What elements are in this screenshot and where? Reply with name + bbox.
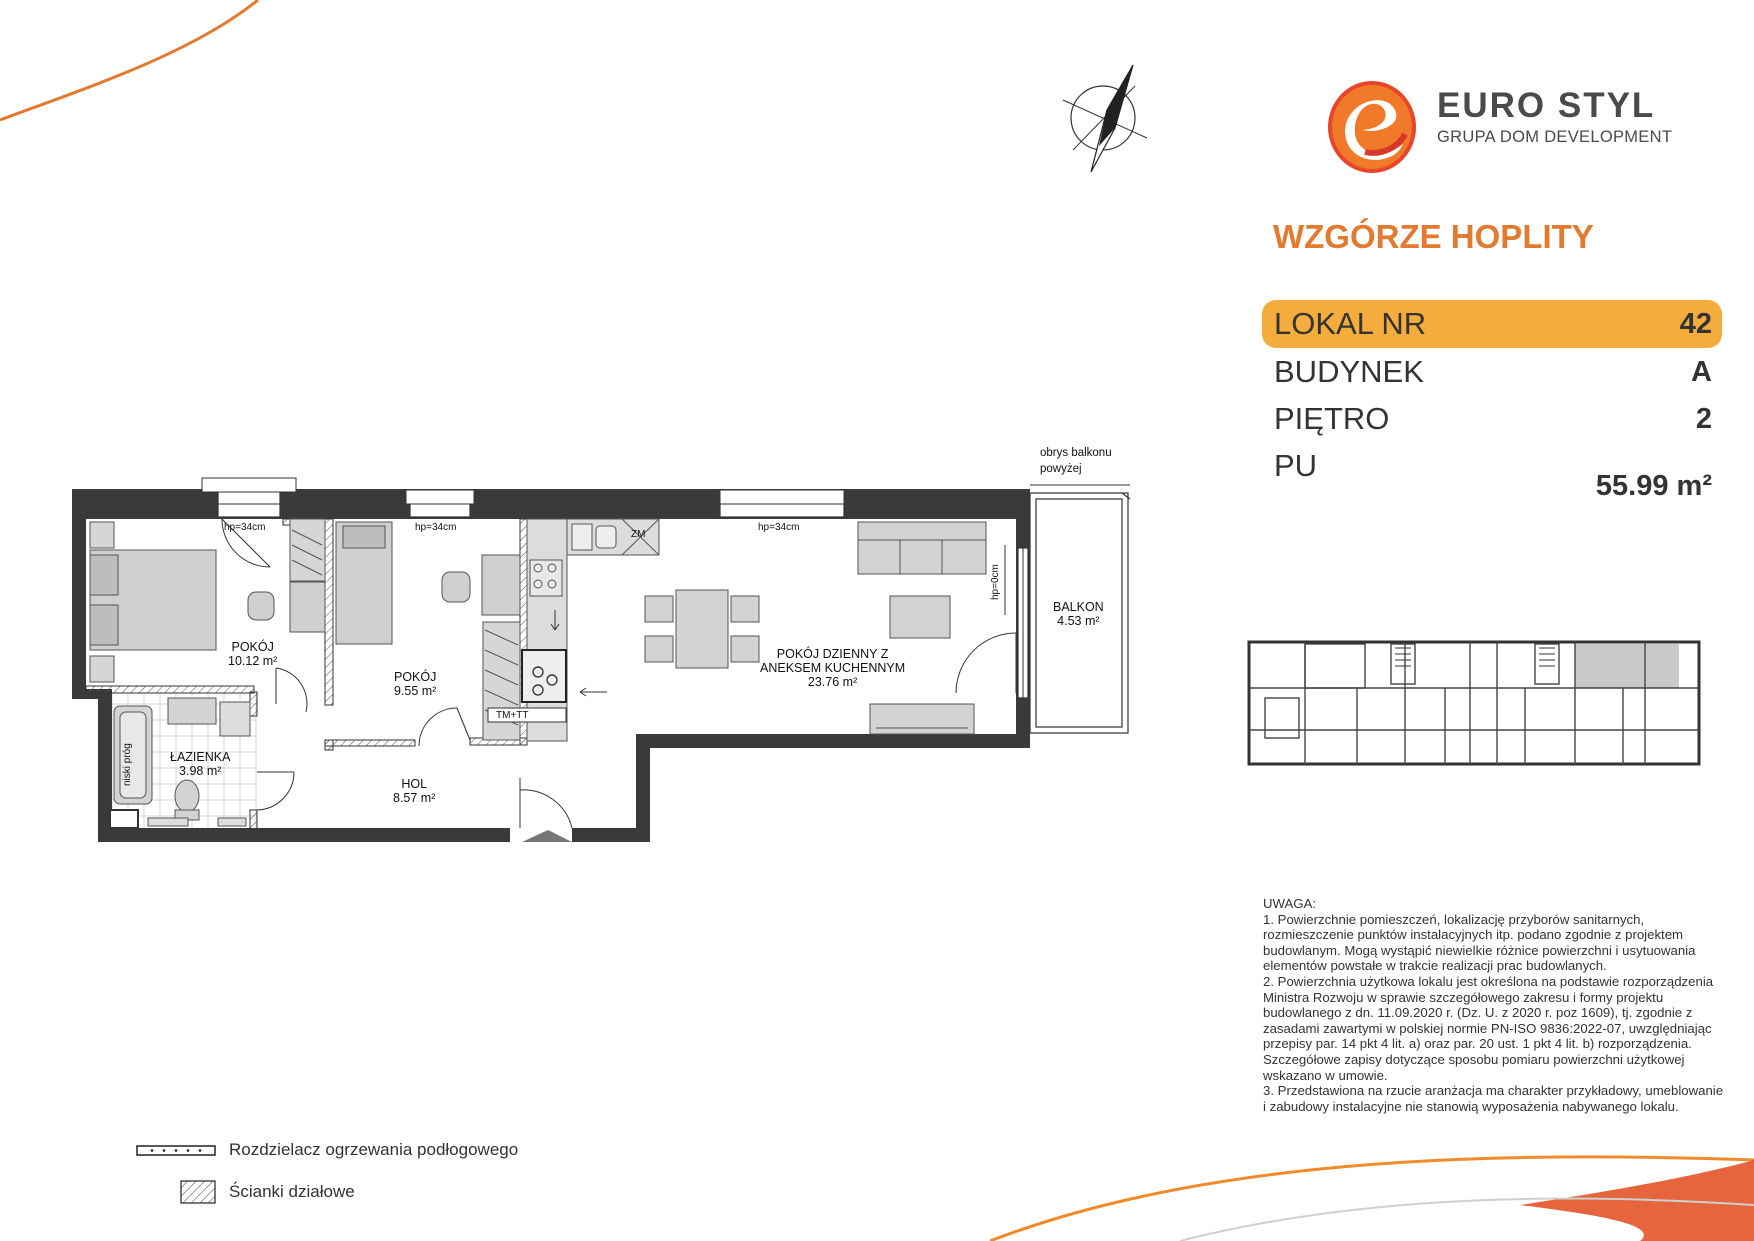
heating-manifold-icon bbox=[136, 1143, 216, 1159]
euro-styl-logo-icon bbox=[1325, 72, 1425, 182]
bath-manifold bbox=[110, 810, 138, 828]
notes-title: UWAGA: bbox=[1263, 896, 1316, 911]
room-bedroom-2-name: POKÓJ bbox=[394, 670, 437, 684]
dining-set bbox=[645, 590, 759, 668]
nightstand bbox=[90, 656, 114, 682]
nightstand bbox=[90, 522, 114, 548]
room-living bbox=[760, 647, 905, 689]
hatch-icon bbox=[180, 1180, 216, 1204]
coffee-table bbox=[890, 596, 950, 638]
room-hall bbox=[393, 777, 435, 805]
room-bedroom-1-name: POKÓJ bbox=[231, 640, 274, 654]
key-plan-unit-highlight bbox=[1575, 644, 1679, 688]
floor-label: PIĘTRO bbox=[1274, 401, 1390, 436]
toilet bbox=[175, 780, 199, 820]
legend-partition-label: Ścianki działowe bbox=[229, 1182, 355, 1201]
room-bedroom-2-area: 9.55 m² bbox=[394, 684, 437, 698]
room-bedroom-1 bbox=[228, 640, 277, 668]
balcony-above-note-2: powyżej bbox=[1040, 463, 1082, 475]
unit-number-row bbox=[1262, 300, 1722, 348]
room-living-name-2: ANEKSEM KUCHENNYM bbox=[760, 661, 906, 675]
legend-heating-label: Rozdzielacz ogrzewania podłogowego bbox=[229, 1140, 519, 1159]
floor-key-plan bbox=[1245, 638, 1705, 773]
tv-cabinet bbox=[870, 704, 974, 734]
washbasin bbox=[168, 698, 216, 724]
room-hall-area: 8.57 m² bbox=[393, 791, 436, 805]
room-balcony bbox=[1053, 600, 1104, 628]
floor-value: 2 bbox=[1695, 403, 1712, 435]
area-label: PU bbox=[1274, 448, 1318, 483]
telecom-label: TM+TT bbox=[496, 710, 529, 721]
note-1: 1. Powierzchnie pomieszczeń, lokalizację przyborów sanitarnych, rozmieszczenie punktów instalacyjnych itp. podano zgodnie z projektem budowlanym. Mogą wystąpić niewielkie różnice powierzchni i usytuowania elementów powstałe w trakcie realizacji prac budowlanych. bbox=[1263, 911, 1696, 974]
notes bbox=[1263, 896, 1725, 1114]
sill-height-label: hp=34cm bbox=[758, 522, 800, 533]
building-label: BUDYNEK bbox=[1274, 354, 1424, 389]
room-bathroom bbox=[170, 750, 230, 778]
sill-height-label: hp=34cm bbox=[415, 522, 457, 533]
room-hall-name: HOL bbox=[401, 777, 428, 791]
project-title: WZGÓRZE HOPLITY bbox=[1273, 218, 1594, 255]
bed-single bbox=[336, 522, 392, 644]
entry-threshold bbox=[522, 830, 572, 842]
note-2: 2. Powierzchnia użytkowa lokalu jest określona na podstawie rozporządzenia Ministra Rozwoju w sprawie szczegółowego zakresu i formy projektu budowlanego z dn. 11.09.2020 r. (Dz. U. z 2020 r. poz 1609), tj. zgodnie z zasadami zawartymi w polskiej normie PN-ISO 9836:2022-07, uwzględniając przepisy par. 14 pkt 4 lit. a) oraz par. 20 ust. 1 pkt 4 lit. b) rozporządzenia. Szczegółowe zapisy dotyczące sposobu pomiaru powierzchni użytkowej wskazano w umowie. bbox=[1263, 973, 1714, 1083]
floor-row bbox=[1262, 395, 1722, 443]
balcony-above-note-1: obrys balkonu bbox=[1040, 447, 1112, 459]
desk-chair-2 bbox=[442, 555, 520, 615]
sill-height-label: hp=0cm bbox=[990, 564, 1001, 600]
unit-number-value: 42 bbox=[1679, 308, 1712, 340]
room-bedroom-1-area: 10.12 m² bbox=[228, 654, 278, 668]
brand-name: EURO STYL bbox=[1437, 86, 1656, 125]
area-value: 55.99 m² bbox=[1595, 470, 1712, 502]
area-row bbox=[1262, 442, 1722, 502]
room-balcony-name: BALKON bbox=[1053, 600, 1104, 614]
building-value: A bbox=[1691, 356, 1712, 388]
wardrobe-1 bbox=[290, 519, 325, 581]
room-bathroom-name: ŁAZIENKA bbox=[170, 750, 231, 764]
sofa bbox=[858, 522, 986, 574]
heating-manifold-box bbox=[522, 650, 566, 702]
room-bathroom-area: 3.98 m² bbox=[179, 764, 222, 778]
brand-subtitle: GRUPA DOM DEVELOPMENT bbox=[1437, 128, 1673, 146]
bathtub bbox=[114, 706, 152, 804]
building-row bbox=[1262, 348, 1722, 396]
room-living-name-1: POKÓJ DZIENNY Z bbox=[776, 647, 889, 661]
room-bedroom-2 bbox=[394, 670, 436, 698]
desk-chair-1 bbox=[248, 582, 325, 632]
unit-number-label: LOKAL NR bbox=[1274, 306, 1427, 341]
sill-height-label: hp=34cm bbox=[224, 522, 266, 533]
note-3: 3. Przedstawiona na rzucie aranżacja ma charakter przykładowy, umeblowanie i zabudowy instalacyjne nie stanowią wyposażenia nabywanego lokalu. bbox=[1263, 1083, 1724, 1114]
cabinet bbox=[220, 702, 250, 736]
room-balcony-area: 4.53 m² bbox=[1057, 614, 1100, 628]
room-living-area: 23.76 m² bbox=[807, 675, 858, 689]
low-threshold-label: niski próg bbox=[122, 743, 133, 786]
water-meter-label: ZM bbox=[631, 529, 646, 540]
bed-large bbox=[90, 550, 216, 650]
